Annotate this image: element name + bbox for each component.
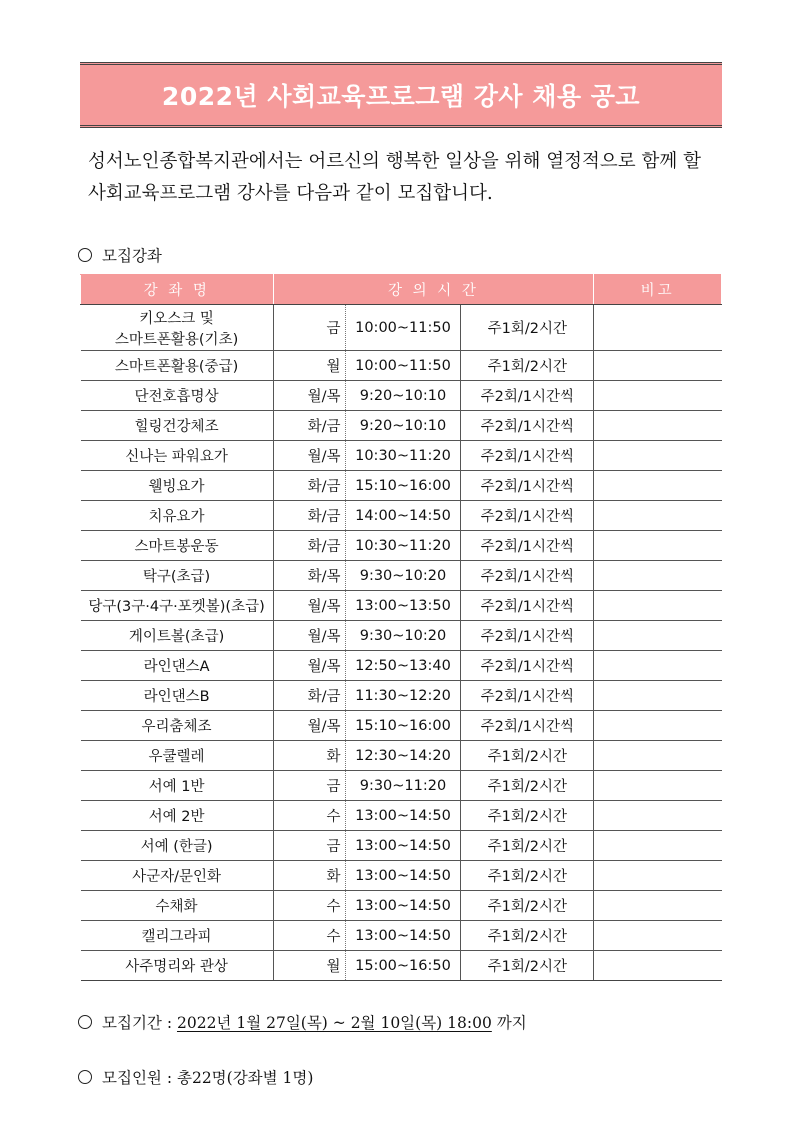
header-note: 비고 <box>594 275 722 305</box>
table-row <box>81 351 722 381</box>
table-row <box>81 501 722 531</box>
note-cell <box>594 305 722 351</box>
header-course-name: 강 좌 명 <box>81 275 274 305</box>
day-cell: 화/금 <box>273 411 345 441</box>
frequency-cell: 주1회/2시간 <box>461 801 594 831</box>
table-row <box>81 411 722 441</box>
section-courses <box>78 244 162 266</box>
intro-paragraph <box>88 146 728 210</box>
table-row <box>81 921 722 951</box>
frequency-cell: 주1회/2시간 <box>461 921 594 951</box>
day-cell: 수 <box>273 921 345 951</box>
note-cell <box>594 831 722 861</box>
time-cell: 9:30~10:20 <box>345 621 461 651</box>
note-cell <box>594 561 722 591</box>
table-row <box>81 891 722 921</box>
note-cell <box>594 621 722 651</box>
day-cell: 월/목 <box>273 441 345 471</box>
period-value: 2022년 1월 27일(목) ~ 2월 10일(목) 18:00 <box>176 1014 492 1032</box>
course-name-cell: 스마트폰활용(중급) <box>81 351 274 381</box>
section-headcount <box>78 1066 313 1088</box>
day-cell: 화/금 <box>273 681 345 711</box>
time-cell: 11:30~12:20 <box>345 681 461 711</box>
note-cell <box>594 441 722 471</box>
section-period <box>78 1011 527 1033</box>
course-name-cell: 수채화 <box>81 891 274 921</box>
table-row <box>81 561 722 591</box>
time-cell: 13:00~14:50 <box>345 861 461 891</box>
frequency-cell: 주1회/2시간 <box>461 771 594 801</box>
time-cell: 13:00~14:50 <box>345 891 461 921</box>
day-cell: 화/금 <box>273 501 345 531</box>
course-name-cell: 웰빙요가 <box>81 471 274 501</box>
day-cell: 화 <box>273 861 345 891</box>
table-row <box>81 591 722 621</box>
day-cell: 월/목 <box>273 591 345 621</box>
table-row <box>81 621 722 651</box>
frequency-cell: 주2회/1시간씩 <box>461 651 594 681</box>
table-row <box>81 711 722 741</box>
frequency-cell: 주2회/1시간씩 <box>461 501 594 531</box>
note-cell <box>594 951 722 981</box>
course-name-cell: 탁구(초급) <box>81 561 274 591</box>
frequency-cell: 주2회/1시간씩 <box>461 531 594 561</box>
course-name-cell: 사주명리와 관상 <box>81 951 274 981</box>
time-cell: 15:10~16:00 <box>345 471 461 501</box>
day-cell: 금 <box>273 831 345 861</box>
time-cell: 9:20~10:10 <box>345 411 461 441</box>
course-name-cell: 우쿨렐레 <box>81 741 274 771</box>
time-cell: 12:50~13:40 <box>345 651 461 681</box>
headcount-label: 모집인원 : <box>102 1069 173 1087</box>
note-cell <box>594 531 722 561</box>
period-label: 모집기간 : <box>102 1014 173 1032</box>
day-cell: 화 <box>273 741 345 771</box>
frequency-cell: 주1회/2시간 <box>461 741 594 771</box>
course-name-cell: 스마트봉운동 <box>81 531 274 561</box>
frequency-cell: 주2회/1시간씩 <box>461 561 594 591</box>
circle-bullet-icon <box>78 1070 92 1084</box>
time-cell: 14:00~14:50 <box>345 501 461 531</box>
table-row <box>81 305 722 351</box>
frequency-cell: 주1회/2시간 <box>461 831 594 861</box>
course-name-cell: 서예 (한글) <box>81 831 274 861</box>
day-cell: 월/목 <box>273 651 345 681</box>
frequency-cell: 주2회/1시간씩 <box>461 621 594 651</box>
table-row <box>81 861 722 891</box>
day-cell: 금 <box>273 305 345 351</box>
title-banner <box>80 62 722 128</box>
circle-bullet-icon <box>78 248 92 262</box>
time-cell: 13:00~14:50 <box>345 921 461 951</box>
note-cell <box>594 801 722 831</box>
note-cell <box>594 651 722 681</box>
time-cell: 15:10~16:00 <box>345 711 461 741</box>
course-name-cell: 서예 2반 <box>81 801 274 831</box>
time-cell: 9:30~10:20 <box>345 561 461 591</box>
table-row <box>81 471 722 501</box>
time-cell: 9:20~10:10 <box>345 381 461 411</box>
day-cell: 화/금 <box>273 531 345 561</box>
table-header-row <box>81 275 722 305</box>
course-name-cell: 게이트볼(초급) <box>81 621 274 651</box>
course-table <box>80 274 722 981</box>
note-cell <box>594 381 722 411</box>
intro-line-1: 성서노인종합복지관에서는 어르신의 행복한 일상을 위해 열정적으로 함께 할 <box>88 151 702 172</box>
time-cell: 12:30~14:20 <box>345 741 461 771</box>
day-cell: 월 <box>273 351 345 381</box>
day-cell: 수 <box>273 891 345 921</box>
note-cell <box>594 681 722 711</box>
day-cell: 월/목 <box>273 711 345 741</box>
frequency-cell: 주1회/2시간 <box>461 351 594 381</box>
frequency-cell: 주1회/2시간 <box>461 305 594 351</box>
time-cell: 10:00~11:50 <box>345 305 461 351</box>
time-cell: 13:00~14:50 <box>345 801 461 831</box>
time-cell: 13:00~14:50 <box>345 831 461 861</box>
note-cell <box>594 861 722 891</box>
frequency-cell: 주2회/1시간씩 <box>461 681 594 711</box>
table-row <box>81 831 722 861</box>
table-row <box>81 741 722 771</box>
table-row <box>81 381 722 411</box>
note-cell <box>594 921 722 951</box>
table-row <box>81 651 722 681</box>
frequency-cell: 주2회/1시간씩 <box>461 471 594 501</box>
time-cell: 15:00~16:50 <box>345 951 461 981</box>
day-cell: 화/목 <box>273 561 345 591</box>
frequency-cell: 주2회/1시간씩 <box>461 411 594 441</box>
note-cell <box>594 501 722 531</box>
time-cell: 10:30~11:20 <box>345 531 461 561</box>
note-cell <box>594 891 722 921</box>
intro-line-2: 사회교육프로그램 강사를 다음과 같이 모집합니다. <box>88 183 493 204</box>
table-row <box>81 951 722 981</box>
course-name-cell: 라인댄스A <box>81 651 274 681</box>
section-courses-label: 모집강좌 <box>102 247 162 265</box>
course-name-cell: 치유요가 <box>81 501 274 531</box>
note-cell <box>594 591 722 621</box>
course-name-cell: 사군자/문인화 <box>81 861 274 891</box>
note-cell <box>594 771 722 801</box>
course-name-cell: 단전호흡명상 <box>81 381 274 411</box>
table-row <box>81 441 722 471</box>
course-name-cell: 서예 1반 <box>81 771 274 801</box>
period-suffix: 까지 <box>496 1014 527 1032</box>
course-name-cell: 힐링건강체조 <box>81 411 274 441</box>
time-cell: 10:30~11:20 <box>345 441 461 471</box>
course-name-cell: 당구(3구·4구·포켓볼)(초급) <box>81 591 274 621</box>
day-cell: 월 <box>273 951 345 981</box>
course-name-cell: 키오스크 및 스마트폰활용(기초) <box>81 305 274 351</box>
table-row <box>81 801 722 831</box>
table-row <box>81 681 722 711</box>
time-cell: 9:30~11:20 <box>345 771 461 801</box>
headcount-value: 총22명(강좌별 1명) <box>176 1069 314 1087</box>
time-cell: 13:00~13:50 <box>345 591 461 621</box>
table-row <box>81 531 722 561</box>
course-name-cell: 캘리그라피 <box>81 921 274 951</box>
day-cell: 금 <box>273 771 345 801</box>
day-cell: 화/금 <box>273 471 345 501</box>
note-cell <box>594 351 722 381</box>
day-cell: 월/목 <box>273 381 345 411</box>
header-lecture-time: 강 의 시 간 <box>273 275 594 305</box>
course-name-cell: 신나는 파워요가 <box>81 441 274 471</box>
time-cell: 10:00~11:50 <box>345 351 461 381</box>
day-cell: 수 <box>273 801 345 831</box>
note-cell <box>594 471 722 501</box>
note-cell <box>594 411 722 441</box>
page-title: 2022년 사회교육프로그램 강사 채용 공고 <box>161 82 641 111</box>
frequency-cell: 주2회/1시간씩 <box>461 381 594 411</box>
day-cell: 월/목 <box>273 621 345 651</box>
note-cell <box>594 741 722 771</box>
frequency-cell: 주1회/2시간 <box>461 861 594 891</box>
course-name-cell: 우리춤체조 <box>81 711 274 741</box>
table-row <box>81 771 722 801</box>
circle-bullet-icon <box>78 1015 92 1029</box>
note-cell <box>594 711 722 741</box>
frequency-cell: 주1회/2시간 <box>461 951 594 981</box>
course-name-cell: 라인댄스B <box>81 681 274 711</box>
frequency-cell: 주2회/1시간씩 <box>461 711 594 741</box>
frequency-cell: 주2회/1시간씩 <box>461 441 594 471</box>
frequency-cell: 주2회/1시간씩 <box>461 591 594 621</box>
frequency-cell: 주1회/2시간 <box>461 891 594 921</box>
